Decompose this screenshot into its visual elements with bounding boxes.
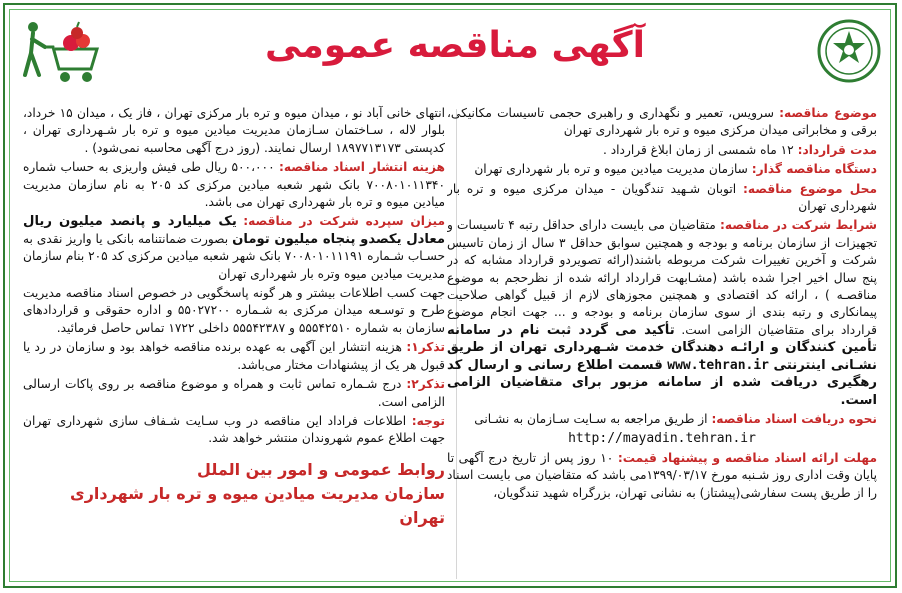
tehran-municipality-emblem-icon (817, 19, 881, 83)
attention-label: توجه: (411, 413, 445, 428)
location-text: اتوبان شـهید تندگویان - میدان مرکزی میوه و تره بار شهرداری تهران (447, 181, 877, 214)
note2-section (23, 376, 445, 411)
location-section (447, 181, 877, 216)
subject-text: سرویس، تعمیر و نگهداری و راهبری حجمی تاسیسات مکانیکی، برقی و مخابراتی میدان مرکزی میوه و تره بار شهرداری تهران (447, 106, 877, 138)
page-title: آگهی مناقصه عمومی (265, 25, 645, 66)
receive-url-row (447, 430, 877, 447)
address-text: انتهای خانی آباد نو ، میدان میوه و تره بار مرکزی تهران ، فاز یک ، میدان ۱۵ خرداد، بلوار لاله ، سـاختمان سـازمان مدیریت میادین میوه و تره بار شـهرداری تهران ، کدپستی ۱۸۹۷۷۱۳۱۷۳ ارسال نمایند. (روز درج آگهی محاسبه نمی‌شود) . (23, 106, 445, 155)
note2-text: درج شـماره تماس ثابت و همراه و موضوع مناقصه بر روی پاکات ارسالی الزامی است. (23, 377, 445, 409)
org-label: دستگاه مناقصه گذار: (751, 162, 877, 177)
footer-line-1: روابط عمومی و امور بین الملل (197, 459, 445, 479)
receive-url: http://mayadin.tehran.ir (568, 431, 756, 447)
fruit-cart-icon (19, 19, 101, 87)
footer-line-2: سازمان مدیریت میادین میوه و تره بار شهرداری تهران (70, 483, 445, 527)
duration-label: مدت قرارداد: (797, 142, 877, 157)
receive-section (447, 411, 877, 428)
receive-label: نحوه دریافت اسناد مناقصه: (711, 411, 877, 426)
info-section (23, 285, 445, 337)
duration-text: ۱۲ ماه شمسی از زمان ابلاغ قرارداد . (602, 142, 794, 157)
deposit-section (23, 213, 445, 283)
deadline-label: مهلت ارائه اسناد مناقصه و پیشنهاد قیمت: (617, 450, 877, 465)
note1-label: تذکر۱: (406, 340, 445, 355)
note2-label: تذکر۲: (406, 377, 445, 392)
conditions-label: شرایط شرکت در مناقصه: (719, 218, 877, 233)
deadline-text: ۱۰ روز پس از تاریخ درج آگهی تا پایان وقت اداری روز شـنبه مورخ ۱۳۹۹/۰۳/۱۷می باشد که متقاضیان می بایست اسناد را از طریق پست سفارشی(پیشتاز) به نشانی تهران، بزرگراه شهید تندگویان، (447, 450, 877, 500)
location-label: محل موضوع مناقصه: (743, 181, 877, 196)
deposit-text: بصورت ضمانتنامه بانکی یا واریز نقدی به حسـاب شـماره ۷۰۰۸۰۱۰۱۱۱۹۱ بانک شهر شعبه میادین مرکزی کد ۲۰۵ بنام سازمان مدیریت میادین میوه وتره بار شهرداری تهران (23, 231, 445, 281)
receive-text: از طریق مراجعه به سـایت سـازمان به نشـانی (474, 411, 708, 426)
note1-text: هزینه انتشار این آگهی به عهده برنده مناقصه خواهد بود و سازمان در رد یا قبول هر یک از پیشنهادات مختار می‌باشد. (23, 340, 445, 372)
attention-text: اطلاعات فراداد این مناقصه در وب سـایت شـفاف سازی شهرداری تهران جهت اطلاع عموم شهروندان منتشر خواهد شد. (23, 413, 445, 446)
note1-section (23, 339, 445, 374)
conditions-section (447, 217, 877, 408)
ad-frame (3, 3, 897, 588)
attention-section (23, 413, 445, 448)
deadline-section (447, 450, 877, 502)
right-column (447, 105, 877, 580)
deposit-label: میزان سپرده شرکت در مناقصه: (243, 214, 445, 229)
fee-section (23, 159, 445, 211)
deposit-amount: یک میلیارد و پانصد میلیون ریال معادل یکصدو پنجاه میلیون تومان (23, 214, 445, 247)
registration-url: www.tehran.ir (667, 357, 769, 373)
duration-section (447, 142, 877, 159)
subject-label: موضوع مناقصه: (779, 106, 877, 120)
fee-label: هزینه انتشار اسناد مناقصه: (278, 160, 445, 175)
org-section (447, 161, 877, 178)
address-section (23, 105, 445, 157)
signature-block (23, 458, 445, 530)
conditions-text: متقاضیان می بایست دارای حداقل رتبه ۴ تاسیسات و تجهیزات از سازمان برنامه و بودجه و همچنین سوابق حداقل ۳ سال از زمان تاسیس شرکت و آخرین تغییرات شرکت مربوطه باشند(ارائه تصویردو قرارداد مشابه که در پنج سال اخیر اجرا شده باشد (مشـابهت قرارداد ارائه شده از نظرحجم به موضوع مناقصـه ) ، ارائه کد اقتصادی و همچنین مجوزهای لازم از قبیل گواهی صلاحیت پیمانکاری و رتبه بندی از سوی سازمان برنامه و بودجه و ... جهت انجام موضوع قرارداد برای متقاضیان الزامی است. (447, 218, 877, 337)
left-column (23, 105, 445, 580)
registration-notice-2: قسمت اطلاع رسانی و ارسال کد رهگیری دریافت شده از سامانه مزبور برای متقاضیان الزامی است. (447, 357, 877, 408)
registration-notice: تأکید می گردد ثبت نام در سامانه تأمین کنندگان و ارائـه دهندگان خدمت شـهرداری تهران از طریق نشـانی اینترنتی (447, 322, 877, 373)
org-text: سازمان مدیریت میادین میوه و تره بار شهرداری تهران (474, 162, 748, 177)
info-text: جهت کسب اطلاعات بیشتر و هر گونه پاسخگویی در خصوص اسناد مناقصه مدیریت طرح و توسـعه میدان مرکزی به شـماره ۵۵۰۲۷۲۰۰ و اداره حقوقی و قراردادهای سازمان به شماره ۵۵۵۴۲۵۱۰ و ۵۵۵۴۲۳۸۷ داخلی ۱۷۲۲ تماس حاصل فرمائید. (23, 286, 445, 335)
subject-section (447, 105, 877, 140)
fee-text: ۵۰۰،۰۰۰ ریال طی فیش واریزی به حساب شماره ۷۰۰۸۰۱۰۱۱۳۴۰ بانک شهر شعبه میادین مرکزی کد ۲۰۵ به نام سازمان مدیریت میادین میوه و تره بار شهرداری تهران می باشد. (23, 160, 445, 210)
